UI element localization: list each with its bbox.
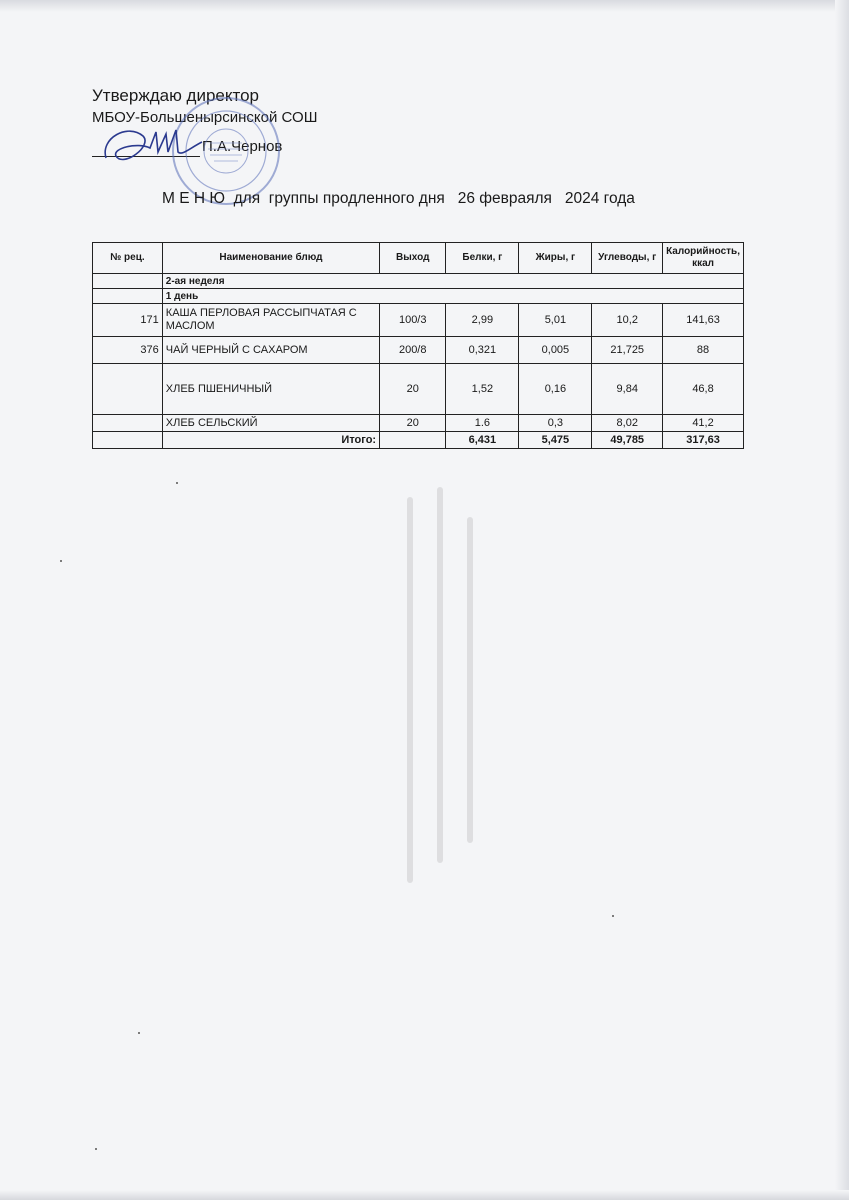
row-protein: 1.6: [446, 415, 519, 432]
header-carbs: Углеводы, г: [592, 243, 663, 274]
row-kcal: 88: [663, 337, 744, 364]
total-carbs: 49,785: [592, 432, 663, 449]
total-output-blank: [380, 432, 446, 449]
scan-speck: [176, 482, 178, 484]
total-kcal: 317,63: [663, 432, 744, 449]
row-carbs: 21,725: [592, 337, 663, 364]
header-kcal: Калорийность, ккал: [663, 243, 744, 274]
scan-speck: [612, 915, 614, 917]
total-rec-blank: [93, 432, 163, 449]
row-carbs: 10,2: [592, 304, 663, 337]
scan-edge-right: [835, 0, 849, 1200]
header-protein: Белки, г: [446, 243, 519, 274]
menu-table: [92, 242, 744, 449]
table-row: [93, 364, 744, 415]
reverse-side-bleed: [380, 480, 500, 900]
row-protein: 2,99: [446, 304, 519, 337]
row-protein: 1,52: [446, 364, 519, 415]
school-name: МБОУ-Большенырсинской СОШ: [92, 109, 318, 126]
total-fat: 5,475: [519, 432, 592, 449]
total-row: [93, 432, 744, 449]
header-rec: № рец.: [93, 243, 163, 274]
row-rec: 171: [93, 304, 163, 337]
day-row-blank: [93, 289, 163, 304]
table-row: [93, 304, 744, 337]
row-name: КАША ПЕРЛОВАЯ РАССЫПЧАТАЯ С МАСЛОМ: [162, 304, 379, 337]
total-label: Итого:: [162, 432, 379, 449]
document-title: М Е Н Ю для группы продленного дня 26 февраяля 2024 года: [162, 190, 635, 207]
row-kcal: 46,8: [663, 364, 744, 415]
row-fat: 0,3: [519, 415, 592, 432]
scan-edge-bottom: [0, 1190, 849, 1200]
table-row: [93, 415, 744, 432]
row-kcal: 141,63: [663, 304, 744, 337]
header-name: Наименование блюд: [162, 243, 379, 274]
row-name: ЧАЙ ЧЕРНЫЙ С САХАРОМ: [162, 337, 379, 364]
header-output: Выход: [380, 243, 446, 274]
total-protein: 6,431: [446, 432, 519, 449]
row-output: 100/3: [380, 304, 446, 337]
row-name: ХЛЕБ СЕЛЬСКИЙ: [162, 415, 379, 432]
director-name: П.А.Чернов: [202, 138, 283, 155]
table-row: [93, 337, 744, 364]
row-fat: 0,16: [519, 364, 592, 415]
day-row: [93, 289, 744, 304]
table-header-row: [93, 243, 744, 274]
signature: [98, 118, 208, 178]
week-label: 2-ая неделя: [162, 274, 743, 289]
header-fat: Жиры, г: [519, 243, 592, 274]
row-carbs: 9,84: [592, 364, 663, 415]
row-name: ХЛЕБ ПШЕНИЧНЫЙ: [162, 364, 379, 415]
approval-title: Утверждаю директор: [92, 86, 260, 105]
row-output: 20: [380, 364, 446, 415]
scan-speck: [138, 1032, 140, 1034]
row-output: 200/8: [380, 337, 446, 364]
row-rec: 376: [93, 337, 163, 364]
scan-edge-top: [0, 0, 849, 12]
row-fat: 5,01: [519, 304, 592, 337]
row-output: 20: [380, 415, 446, 432]
row-protein: 0,321: [446, 337, 519, 364]
week-row: [93, 274, 744, 289]
scan-speck: [60, 560, 62, 562]
row-fat: 0,005: [519, 337, 592, 364]
week-row-blank: [93, 274, 163, 289]
row-rec: [93, 364, 163, 415]
row-kcal: 41,2: [663, 415, 744, 432]
day-label: 1 день: [162, 289, 743, 304]
scan-speck: [95, 1148, 97, 1150]
row-rec: [93, 415, 163, 432]
row-carbs: 8,02: [592, 415, 663, 432]
